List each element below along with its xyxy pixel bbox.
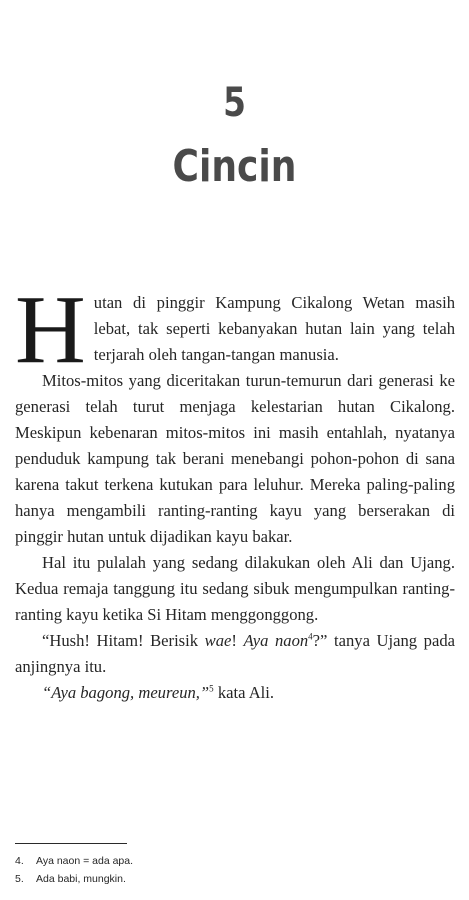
- footnote-number: 5.: [15, 873, 24, 885]
- chapter-number: 5: [223, 80, 246, 126]
- paragraph-1-text: utan di pinggir Kampung Cikalong Wetan masih lebat, tak seperti kebanyakan hutan lain yang telah terjarah oleh tangan-tangan manusia.: [93, 293, 455, 364]
- footnote-text: Ada babi, mungkin.: [36, 873, 126, 885]
- paragraph-2: Mitos-mitos yang diceritakan turun-temurun dari generasi ke generasi telah turut menjaga kelestarian hutan Cikalong. Meskipun kebenaran mitos-mitos ini masih entahlah, nyatanya penduduk kampung tak berani menebangi pohon-pohon di sana karena takut terkena kutukan para leluhur. Mereka paling-paling hanya mengambili ranting-ranting kayu yang berserakan di pinggir hutan untuk dijadikan kayu bakar.: [15, 371, 455, 546]
- paragraph-4-italic-1: wae: [204, 631, 232, 650]
- footnote-divider: [15, 843, 127, 844]
- paragraph-1: [15, 276, 455, 384]
- chapter-title: Cincin: [172, 141, 297, 192]
- paragraph-3: Hal itu pulalah yang sedang dilakukan oleh Ali dan Ujang. Kedua remaja tanggung itu sedang sibuk mengumpulkan ranting-ranting kayu ketika Si Hitam menggonggong.: [15, 553, 455, 624]
- footnotes: [15, 852, 455, 888]
- footnote-4: [15, 852, 455, 870]
- footnote-text: Aya naon = ada apa.: [36, 855, 134, 867]
- paragraph-5: [15, 680, 455, 706]
- chapter-body: [15, 276, 455, 706]
- paragraph-4-text-1: “Hush! Hitam! Berisik: [42, 631, 205, 650]
- footnote-ref-4[interactable]: 4: [308, 631, 313, 642]
- footnote-5: [15, 870, 455, 888]
- paragraph-4-text-3: ?” tanya Ujang pada anjingnya itu.: [15, 631, 455, 676]
- paragraph-5-text: kata Ali.: [213, 683, 275, 702]
- paragraph-5-italic: “Aya bagong, meureun,”: [42, 683, 210, 702]
- paragraph-4-text-2: !: [231, 631, 244, 650]
- paragraph-4-italic-2: Aya naon: [243, 631, 309, 650]
- footnote-ref-5[interactable]: 5: [209, 683, 214, 694]
- paragraph-4: [15, 628, 455, 680]
- footnote-number: 4.: [15, 855, 24, 867]
- drop-cap: H: [15, 276, 86, 384]
